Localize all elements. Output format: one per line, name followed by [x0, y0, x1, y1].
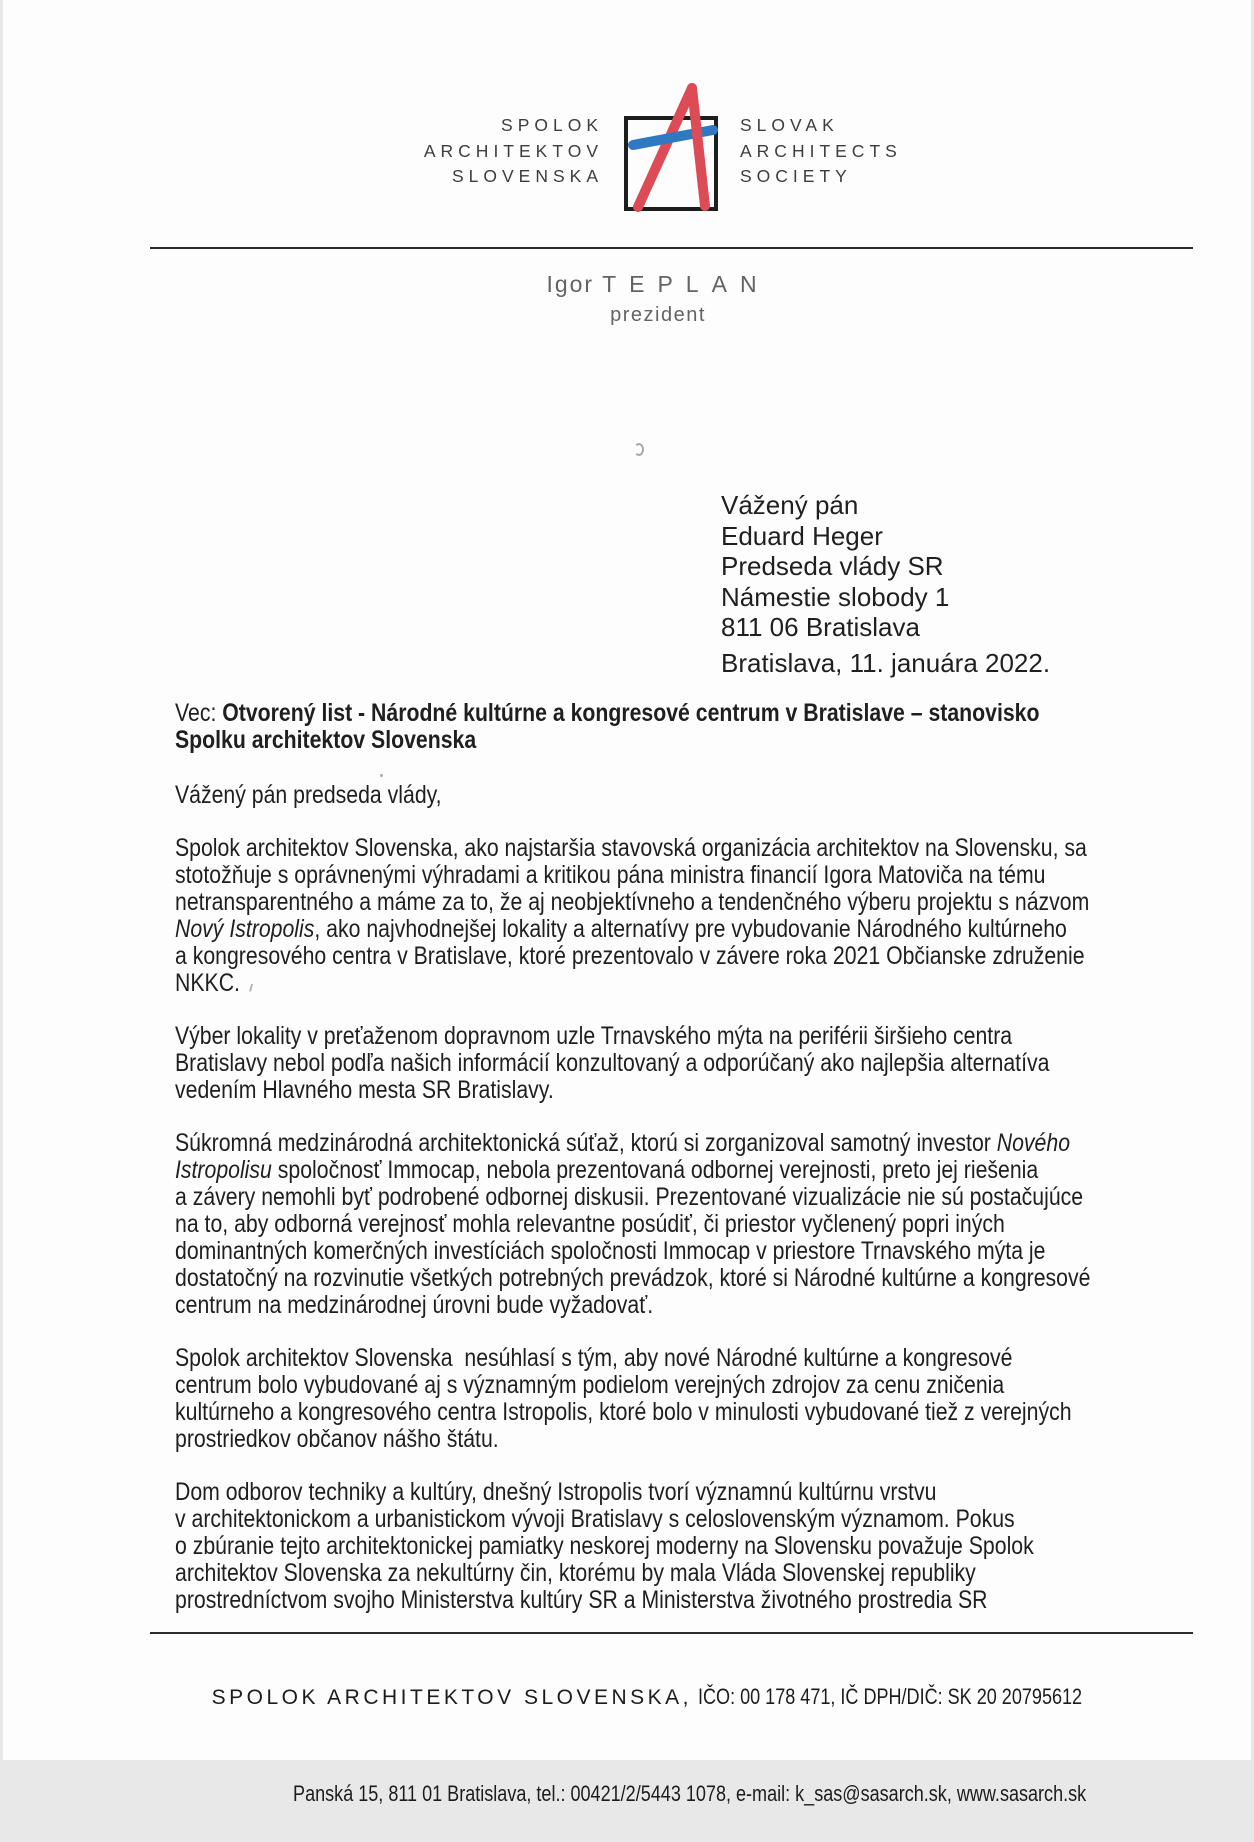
president-last-name: TEPLAN [602, 271, 770, 297]
text-run: Vec: [175, 699, 223, 727]
president-signature-block [403, 271, 913, 327]
paragraph-2 [175, 1023, 1254, 1104]
text-line [175, 1345, 1254, 1372]
president-first-name: Igor [546, 271, 595, 297]
text-line [175, 916, 1254, 943]
text-line [175, 1533, 1254, 1560]
text-line [721, 521, 949, 552]
text-run: Predseda vlády SR [721, 551, 944, 581]
text-line [740, 164, 902, 190]
logo-text-english [740, 113, 902, 190]
text-run: Vážený pán predseda vlády, [175, 781, 442, 809]
text-run: Dom odborov techniky a kultúry, dnešný Istropolis tvorí významnú kultúrnu vrstvu [175, 1478, 937, 1506]
logo-text-slovak [291, 113, 603, 190]
text-line [175, 1050, 1254, 1077]
text-run: v architektonickom a urbanistickom vývoji Bratislavy s celoslovenským významom. Pokus [175, 1505, 1015, 1533]
paragraph-1 [175, 835, 1254, 997]
text-run: dostatočný na rozvinutie všetkých potrebných prevádzok, ktoré si Národné kultúrne a kongresové [175, 1264, 1091, 1292]
text-line [721, 490, 949, 521]
text-run: ARCHITEKTOV [423, 140, 603, 161]
text-run: a kongresového centra v Bratislave, ktoré prezentovalo v závere roka 2021 Občianske združenie [175, 942, 1085, 970]
president-title: prezident [610, 304, 706, 326]
subject [175, 700, 1254, 754]
scan-artifact [634, 443, 644, 456]
text-run: Námestie slobody 1 [721, 581, 950, 612]
text-run: prostriedkov občanov nášho štátu. [175, 1425, 499, 1453]
text-line [175, 700, 1254, 727]
text-line [721, 612, 949, 643]
text-line [175, 1479, 1254, 1506]
paragraph-4 [175, 1345, 1254, 1453]
text-line [175, 1238, 1254, 1265]
text-run: Vážený pán [721, 490, 859, 520]
italic-text: Nového [996, 1129, 1071, 1157]
text-run: kultúrneho a kongresového centra Istropolis, ktoré bolo v minulosti vybudované tiež z verejných [175, 1398, 1072, 1426]
text-line [291, 113, 603, 139]
header-divider [150, 247, 1193, 249]
footer-divider [150, 1632, 1193, 1634]
footer-org-ids: IČO: 00 178 471, IČ DPH/DIČ: SK 20 20795612 [698, 1684, 1083, 1709]
paragraph-3 [175, 1130, 1254, 1319]
paragraph-5 [175, 1479, 1254, 1614]
text-run: dominantných komerčných investíciách spoločnosti Immocap v priestore Trnavského mýta je [175, 1237, 1046, 1265]
text-run: a závery nemohli byť podrobené odbornej diskusii. Prezentované vizualizácie nie sú postačujúce [175, 1183, 1084, 1211]
text-line [175, 1506, 1254, 1533]
text-line [291, 139, 603, 165]
text-run: SPOLOK [501, 115, 603, 135]
text-run: vedením Hlavného mesta SR Bratislavy. [175, 1076, 554, 1104]
text-line [175, 1265, 1254, 1292]
sas-logo-mark [611, 68, 723, 218]
text-run: Bratislavy nebol podľa našich informácií konzultovaný a odporúčaný ako najlepšia alternatíva [175, 1049, 1050, 1077]
text-run: ARCHITECTS [740, 140, 902, 161]
text-run: SLOVAK [740, 115, 839, 135]
text-run: SOCIETY [740, 166, 852, 186]
text-line [175, 970, 1254, 997]
date-line: Bratislava, 11. januára 2022. [721, 648, 1051, 678]
text-line [175, 1426, 1254, 1453]
italic-text: Istropolisu [175, 1156, 272, 1184]
bold-text: Spolku architektov Slovenska [175, 726, 477, 754]
text-run: NKKC. [175, 969, 240, 997]
text-line [175, 1157, 1254, 1184]
text-line [175, 1211, 1254, 1238]
footer-contact: Panská 15, 811 01 Bratislava, tel.: 00421/2/5443 1078, e-mail: k_sas@sasarch.sk, www.sasarch.sk [293, 1781, 1087, 1806]
president-name [403, 271, 913, 298]
recipient-address-block [721, 490, 949, 643]
text-line [740, 113, 902, 139]
text-line [175, 835, 1254, 862]
text-line [175, 943, 1254, 970]
scanned-letter-page [3, 0, 1251, 1806]
text-run: o zbúranie tejto architektonickej pamiatky neskorej moderny na Slovensku považuje Spolok [175, 1532, 1034, 1560]
text-run: centrum bolo vybudované aj s významným podielom verejných zdrojov za cenu zničenia [175, 1371, 1005, 1399]
text-line [175, 1184, 1254, 1211]
text-line [175, 1130, 1254, 1157]
footer [150, 1649, 1193, 1842]
text-line [175, 1399, 1254, 1426]
text-run: 811 06 Bratislava [721, 612, 920, 642]
footer-contact-line [150, 1746, 1193, 1842]
text-run: Súkromná medzinárodná architektonická súťaž, ktorú si zorganizoval samotný investor [175, 1129, 997, 1157]
text-line [175, 889, 1254, 916]
text-run: spoločnosť Immocap, nebola prezentovaná odbornej verejnosti, preto jej riešenia [271, 1156, 1039, 1184]
text-run: Spolok architektov Slovenska nesúhlasí s tým, aby nové Národné kultúrne a kongresové [175, 1344, 1013, 1372]
text-line [175, 1560, 1254, 1587]
bold-text: Otvorený list - Národné kultúrne a kongresové centrum v Bratislave – stanovisko [222, 699, 1040, 727]
text-line [175, 1077, 1254, 1104]
text-run: , ako najvhodnejšej lokality a alternatívy pre vybudovanie Národného kultúrneho [314, 915, 1067, 943]
text-run: Výber lokality v preťaženom dopravnom uzle Trnavského mýta na periférii širšieho centra [175, 1022, 1013, 1050]
text-line [175, 1372, 1254, 1399]
text-line [175, 782, 1254, 809]
text-line [721, 582, 949, 613]
text-run: architektov Slovenska za nekultúrny čin, ktorému by mala Vláda Slovenskej republiky [175, 1559, 976, 1587]
text-line [291, 164, 603, 190]
text-run: prostredníctvom svojho Ministerstva kultúry SR a Ministerstva životného prostredia SR [175, 1586, 988, 1614]
text-run: netransparentného a máme za to, že aj neobjektívneho a tendenčného výberu projektu s názvom [175, 888, 1090, 916]
text-line [175, 1587, 1254, 1614]
footer-org-line [150, 1649, 1193, 1746]
text-line [175, 727, 1254, 754]
text-run: stotožňuje s oprávnenými výhradami a kritikou pána ministra financií Igora Matoviča na tému [175, 861, 1046, 889]
logo-a-right-leg [692, 88, 705, 206]
text-line [740, 139, 902, 165]
text-run: Eduard Heger [721, 520, 883, 551]
salutation [175, 782, 1254, 809]
letter-body [175, 700, 1254, 1640]
text-run: na to, aby odborná verejnosť mohla relevantne posúdiť, či priestor vyčlenený popri iných [175, 1210, 1005, 1238]
text-line [175, 1292, 1254, 1319]
text-line [175, 862, 1254, 889]
text-run: Spolok architektov Slovenska, ako najstaršia stavovská organizácia architektov na Slovensku, sa [175, 834, 1087, 862]
footer-org-name: SPOLOK ARCHITEKTOV SLOVENSKA, [211, 1686, 693, 1709]
text-run: centrum na medzinárodnej úrovni bude vyžadovať. [175, 1291, 654, 1319]
text-line [175, 1023, 1254, 1050]
text-run: SLOVENSKA [451, 166, 603, 186]
text-line [721, 551, 949, 582]
italic-text: Nový Istropolis [175, 915, 315, 943]
